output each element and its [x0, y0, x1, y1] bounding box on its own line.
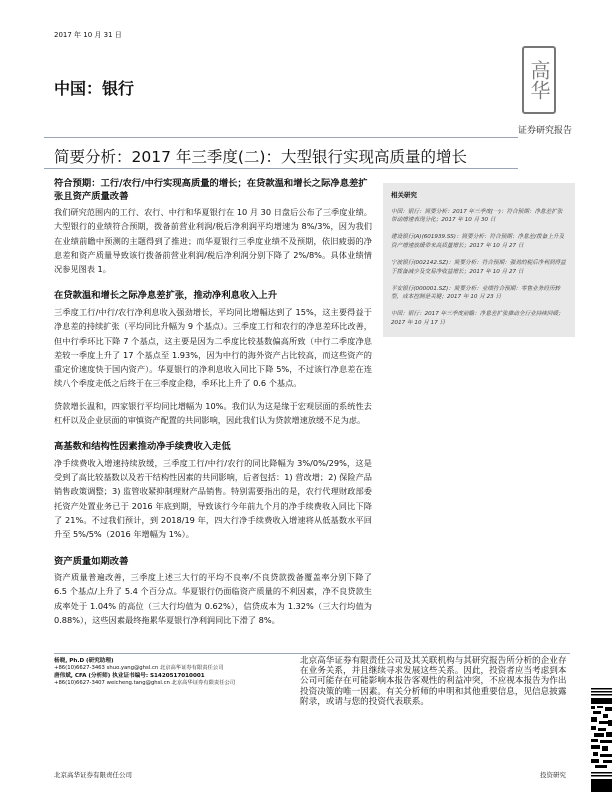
main-body	[54, 178, 372, 641]
related-research-link[interactable]: 中国：银行：2017 年三季度前瞻：净息差扩张推动全行业持续回暖；2017 年 10 月 17 日	[391, 311, 564, 326]
report-type: 证券研究报告	[517, 126, 572, 136]
analyst-list	[54, 658, 235, 687]
sector-title: 中国：银行	[54, 79, 135, 98]
company-logo: 高华	[522, 46, 556, 114]
section	[54, 290, 372, 427]
paragraph: 我们研究范围内的工行、农行、中行和华夏银行在 10 月 30 日盘后公布了三季度业绩。大型银行的业绩符合预期，拨备前营业利润/税后净利润平均增速为 8%/3%，因为我们在业绩前瞻中预测的主题得到了推进；而华夏银行三季度业绩不及预期，依旧疲弱的净息差和资产质量导致该行拨备前营业利润/税后净利润分别下降了 2%/8%。具体业绩情况参见图表 1。	[54, 207, 372, 275]
divider	[54, 653, 570, 654]
analyst-name: 唐伟斌, CFA (分析师) 执业证书编号: S1420517010001	[54, 673, 205, 679]
paragraph: 贷款增长温和，四家银行平均同比增幅为 10%。我们认为这是缘于宏观层面的系统性去杠杆以及企业层面的审慎资产配置的共同影响，因此我们认为贷款增速放缓不足为虑。	[54, 400, 372, 426]
related-research-link[interactable]: 平安银行(000001.SZ)：简要分析：业绩符合预期：零售业务经历转型，成本控制是关键；2017 年 10 月 23 日	[391, 285, 561, 301]
related-research-panel	[383, 183, 575, 337]
section	[54, 556, 372, 628]
section	[54, 441, 372, 541]
paragraph: 净手续费收入增速持续放缓，三季度工行/中行/农行的同比降幅为 3%/0%/29%，这是受到了高比较基数以及若干结构性因素的共同影响，后者包括：1) 营改增；2) 保险产品销售政策调整；3) 监管收紧抑制理财产品销售。特别需要指出的是，农行代理财政部委托资产处置业务已于 2016 年底到期，导致该行今年前九个月的净手续费收入同比下降了 21%。不过我们预计，到 2018/19 年，四大行净手续费收入增速将从低基数水平回升至 5%/5%（2016 年增幅为 1%）。	[54, 457, 372, 540]
section-title: 符合预期：工行/农行/中行实现高质量的增长；在贷款温和增长之际净息差扩张且资产质量改善	[54, 178, 368, 202]
related-research-link[interactable]: 建设银行(A)(601939.SS)：简要分析：符合预期：净息差/拨备上升及资产增速放缓带来高质量增长；2017 年 10 月 27 日	[391, 234, 565, 249]
related-research-title: 相关研究	[391, 191, 417, 199]
section-title: 高基数和结构性因素推动净手续费收入走低	[54, 441, 231, 453]
disclaimer: 北京高华证券有限责任公司及其关联机构与其研究报告所分析的企业存在业务关系，并且继续寻求发展这些关系。因此，投资者应当考虑到本公司可能存在可能影响本报告客观性的利益冲突，不应视本报告为作出投资决策的唯一因素。有关分析师的申明和其他重要信息，见信息披露附录，或请与您的投资代表联系。	[300, 656, 567, 707]
section-title: 资产质量如期改善	[54, 555, 129, 567]
paragraph: 资产质量普遍改善，三季度上述三大行的平均不良率/不良贷款拨备覆盖率分别下降了 6.5 个基点/上升了 5.4 个百分点。华夏银行仍面临资产质量的不利因素，净不良贷款生成率处于 1.04% 的高位（三大行均值为 0.62%），信贷成本为 1.32%（三大行均值为 0.88%），这些因素最终拖累华夏银行净利润同比下滑了 8%。	[54, 572, 372, 626]
analyst-contact: +86(10)6627-3407 weicheng.tang@ghsl.cn 北京高华证券有限责任公司	[54, 680, 236, 686]
section-title: 在贷款温和增长之际净息差扩张，推动净利息收入上升	[54, 290, 278, 302]
divider	[44, 137, 518, 138]
paragraph: 三季度工行/中行/农行净利息收入强劲增长，平均同比增幅达到了 15%，这主要得益于净息差的持续扩张（平均同比升幅为 9 个基点）。三季度工行和农行的净息差环比改善，但中行季环比下降 7 个基点，这主要是因为二季度比较基数偏高所致（中行二季度净息差较一季度上升了 17 个基点至 1.93%，因为中行的海外资产占比较高，而这些资产的重定价速度快于国内资产）。华夏银行的净利息收入同比下降 5%，不过该行净息差在连续八个季度走低之后终于在三季度企稳，季环比上升了 0.6 个基点。	[54, 306, 372, 389]
headline: 简要分析：2017 年三季度(二)：大型银行实现高质量的增长	[54, 148, 467, 166]
analyst-contact: +86(10)6627-3463 shuo.yang@ghsl.cn 北京高华证券有限责任公司	[54, 665, 224, 671]
barcode-icon	[591, 688, 612, 792]
analyst-name: 杨晓, Ph.D (研究助理)	[54, 658, 114, 664]
related-research-link[interactable]: 中国：银行：简要分析：2017 年三季度(一)：符合预期：净息差扩张带动增速表现分化；2017 年 10 月 30 日	[391, 208, 563, 224]
footer-company: 北京高华证券有限责任公司	[54, 771, 132, 779]
divider	[44, 168, 518, 169]
footer-label: 投资研究	[540, 771, 566, 779]
report-date: 2017 年 10 月 31 日	[54, 31, 122, 39]
related-research-link[interactable]: 宁波银行(002142.SZ)：简要分析：符合预期：强劲的税后净利润得益于拨备减少及交易净收益增长；2017 年 10 月 27 日	[391, 259, 566, 275]
section	[54, 178, 372, 276]
